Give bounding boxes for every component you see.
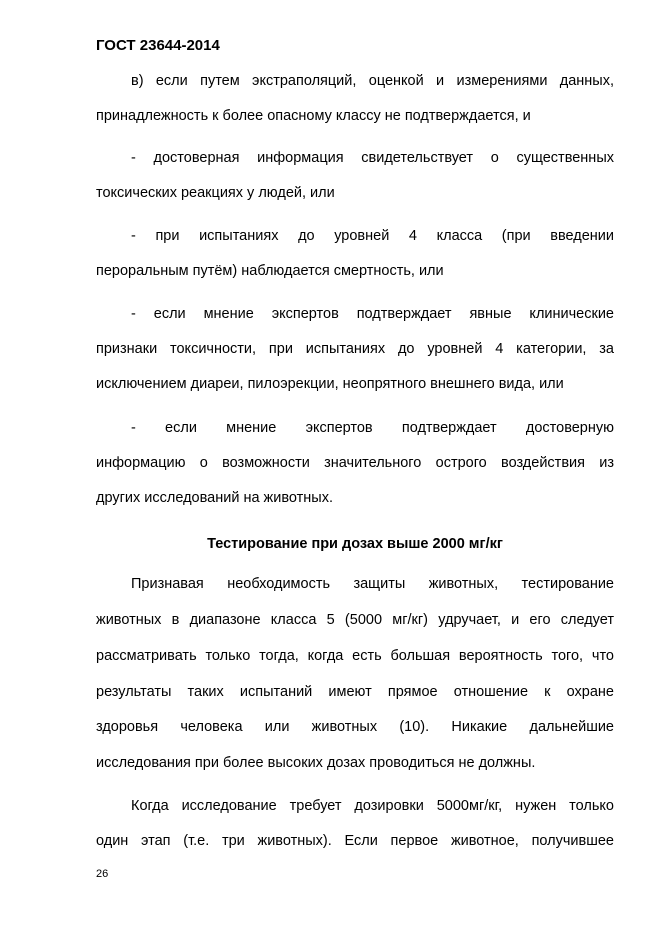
text-line: здоровья человека или животных (10). Никакие дальнейшие bbox=[96, 719, 614, 735]
text-line: - если мнение экспертов подтверждает достоверную bbox=[131, 420, 614, 436]
section-heading: Тестирование при дозах выше 2000 мг/кг bbox=[207, 536, 503, 552]
text-line: исключением диареи, пилоэрекции, неопрятного внешнего вида, или bbox=[96, 376, 564, 392]
text-line: токсических реакциях у людей, или bbox=[96, 185, 335, 201]
text-line: других исследований на животных. bbox=[96, 490, 333, 506]
text-line: животных в диапазоне класса 5 (5000 мг/кг) удручает, и его следует bbox=[96, 612, 614, 628]
text-line: - если мнение экспертов подтверждает явные клинические bbox=[131, 306, 614, 322]
text-line: один этап (т.е. три животных). Если первое животное, получившее bbox=[96, 833, 614, 849]
text-line: - достоверная информация свидетельствует о существенных bbox=[131, 150, 614, 166]
text-line: пероральным путём) наблюдается смертность, или bbox=[96, 263, 444, 279]
text-line: - при испытаниях до уровней 4 класса (при введении bbox=[131, 228, 614, 244]
text-line: исследования при более высоких дозах проводиться не должны. bbox=[96, 755, 536, 771]
document-header: ГОСТ 23644-2014 bbox=[96, 37, 220, 54]
text-line: информацию о возможности значительного острого воздействия из bbox=[96, 455, 614, 471]
text-line: Признавая необходимость защиты животных, тестирование bbox=[131, 576, 614, 592]
text-line: признаки токсичности, при испытаниях до уровней 4 категории, за bbox=[96, 341, 614, 357]
page-number: 26 bbox=[96, 868, 109, 880]
text-line: в) если путем экстраполяций, оценкой и измерениями данных, bbox=[131, 73, 614, 89]
text-line: Когда исследование требует дозировки 5000мг/кг, нужен только bbox=[131, 798, 614, 814]
text-line: принадлежность к более опасному классу не подтверждается, и bbox=[96, 108, 531, 124]
text-line: рассматривать только тогда, когда есть большая вероятность того, что bbox=[96, 648, 614, 664]
text-line: результаты таких испытаний имеют прямое отношение к охране bbox=[96, 684, 614, 700]
